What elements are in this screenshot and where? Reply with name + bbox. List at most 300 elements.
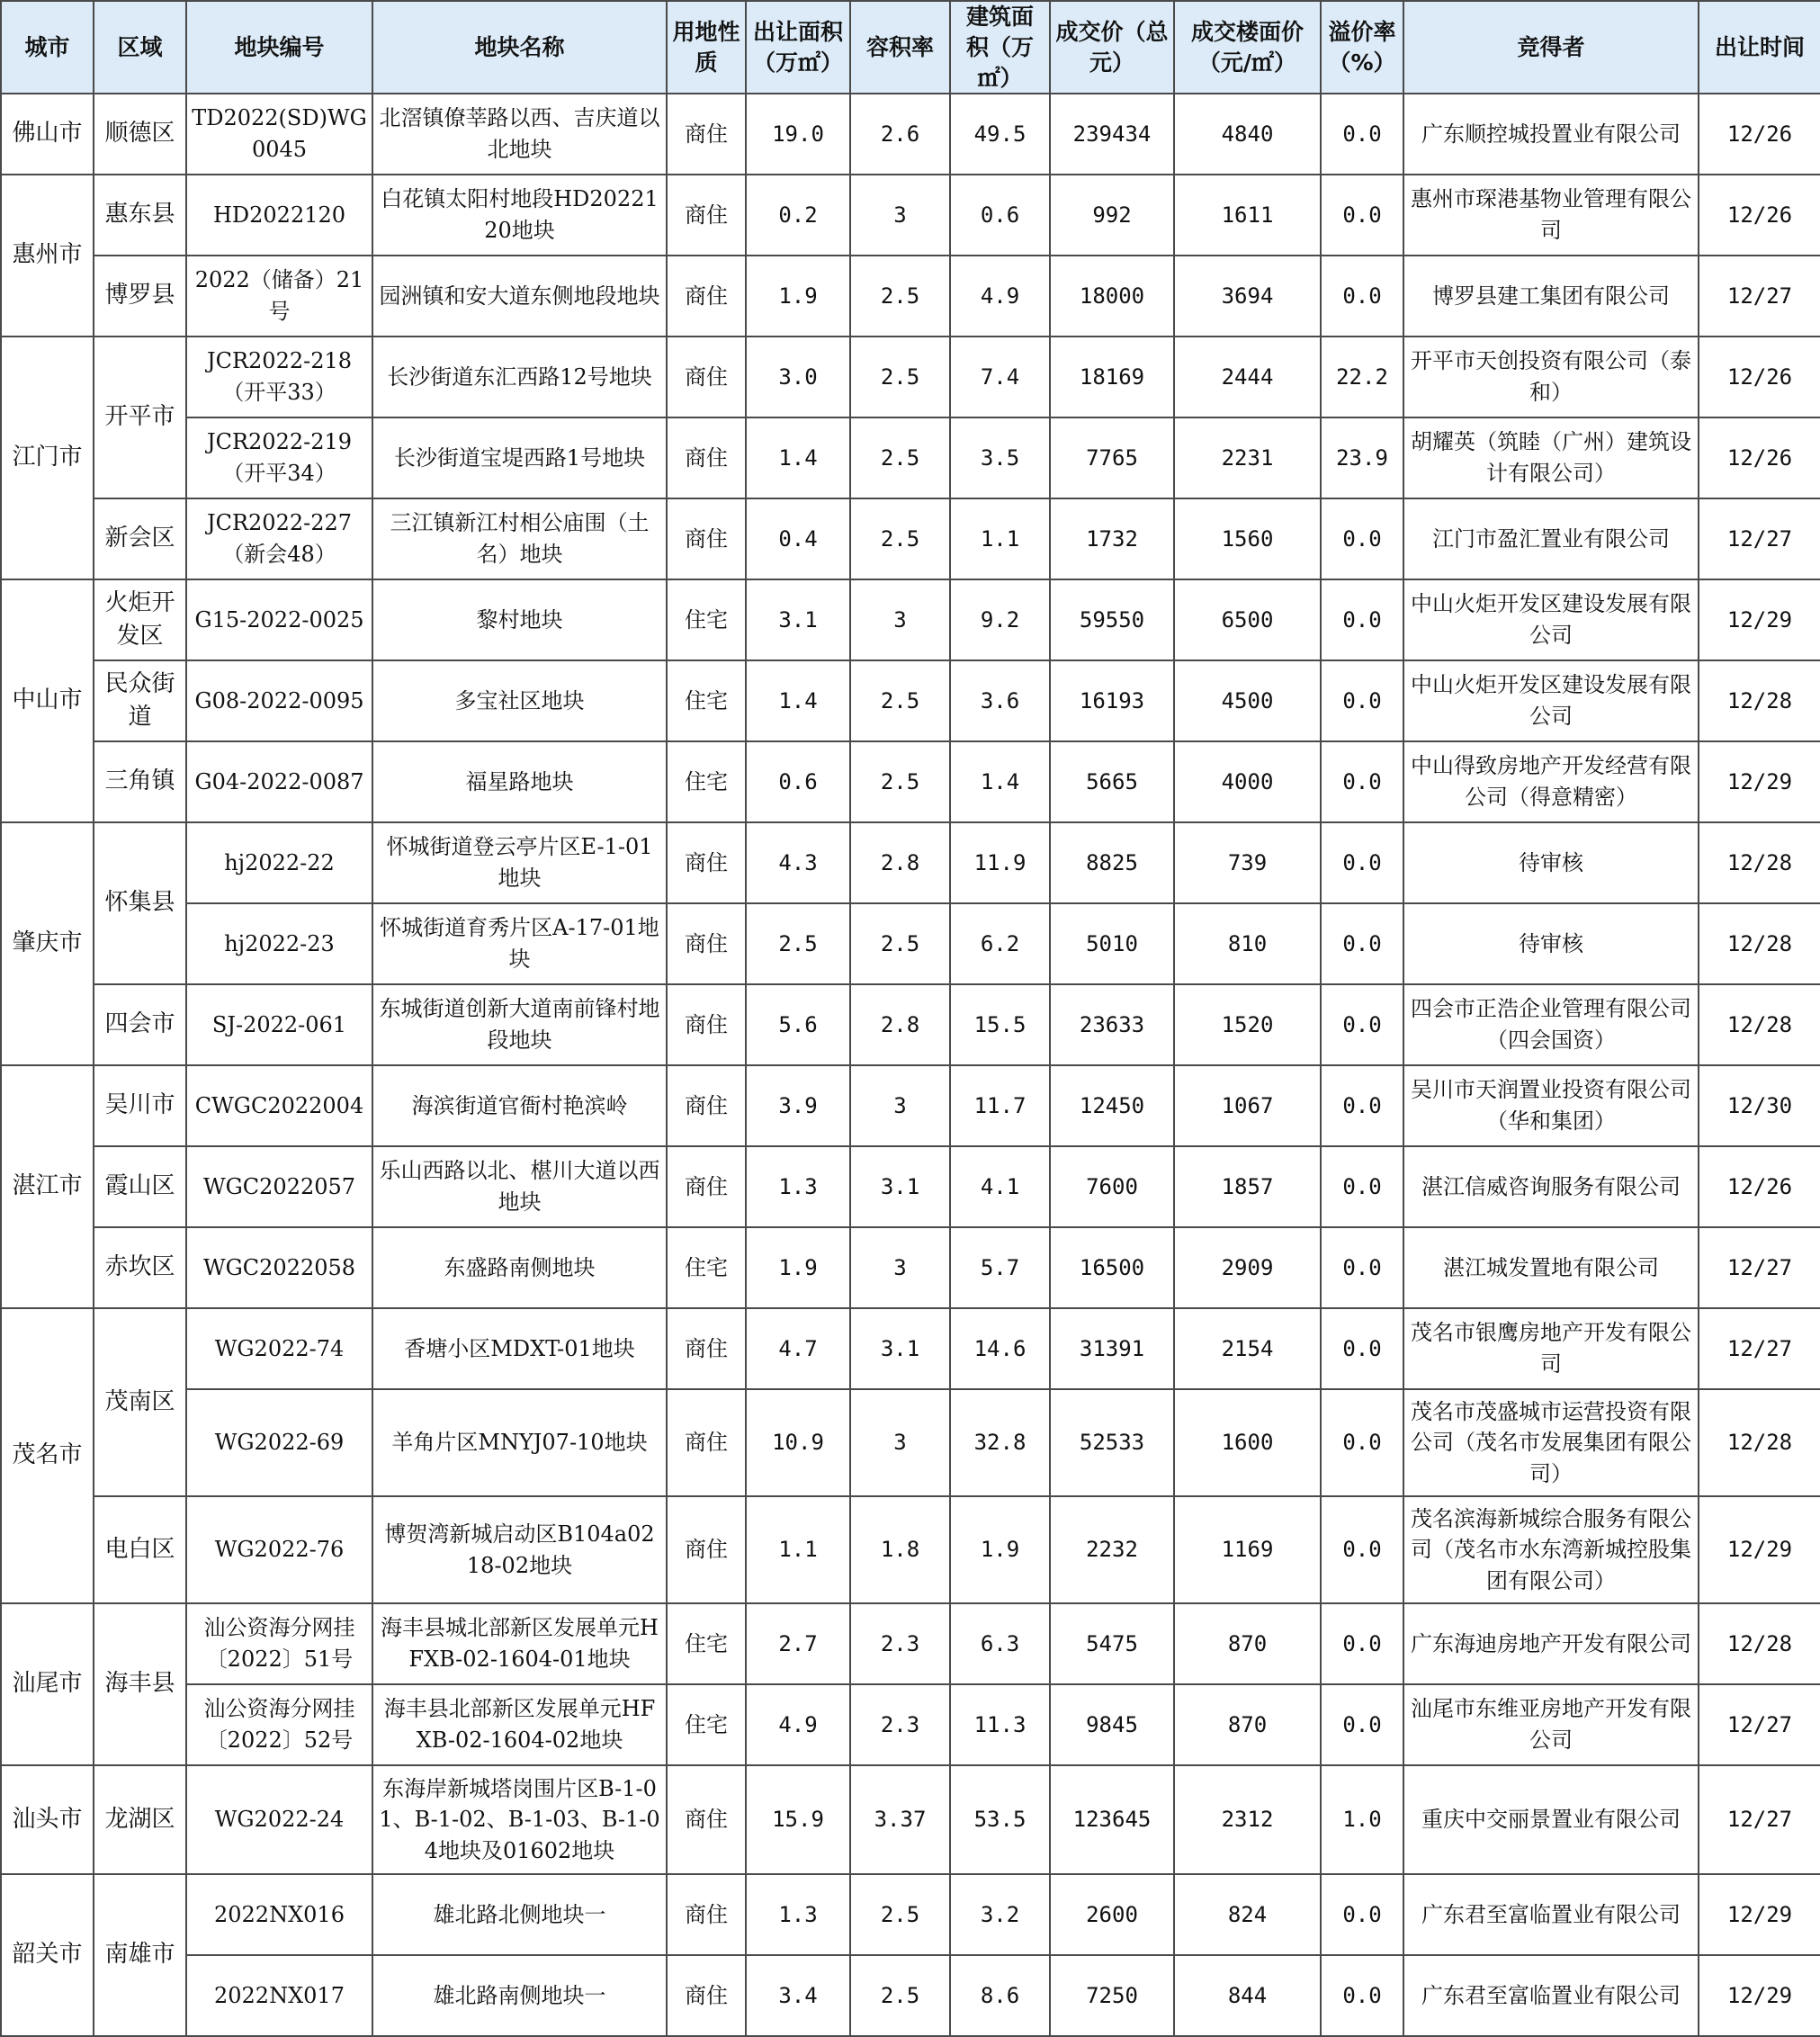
city-cell: 佛山市: [1, 94, 94, 175]
far-cell: 2.5: [850, 1955, 950, 2036]
parcel-no-cell: WG2022-69: [186, 1389, 372, 1496]
parcel-name-cell: 海丰县城北部新区发展单元HFXB-02-1604-01地块: [372, 1603, 667, 1684]
land-use-cell: 住宅: [667, 660, 746, 741]
date-cell: 12/28: [1699, 660, 1820, 741]
table-row: [1, 984, 1820, 1065]
parcel-no-cell: 汕公资海分网挂〔2022〕51号: [186, 1603, 372, 1684]
parcel-name-cell: 雄北路北侧地块一: [372, 1874, 667, 1955]
area-cell: 0.4: [746, 498, 850, 579]
floor-price-cell: 1067: [1174, 1065, 1321, 1146]
area-cell: 4.7: [746, 1308, 850, 1389]
parcel-name-cell: 长沙街道宝堤西路1号地块: [372, 417, 667, 498]
price-cell: 7600: [1050, 1146, 1174, 1227]
floor-price-cell: 1169: [1174, 1496, 1321, 1603]
date-cell: 12/28: [1699, 903, 1820, 984]
floor-price-cell: 2444: [1174, 337, 1321, 417]
premium-cell: 1.0: [1321, 1765, 1403, 1874]
area-cell: 3.4: [746, 1955, 850, 2036]
price-cell: 239434: [1050, 94, 1174, 175]
district-cell: 茂南区: [94, 1308, 186, 1496]
parcel-no-cell: SJ-2022-061: [186, 984, 372, 1065]
date-cell: 12/27: [1699, 498, 1820, 579]
far-cell: 3.1: [850, 1146, 950, 1227]
table-row: [1, 1496, 1820, 1603]
land-use-cell: 住宅: [667, 741, 746, 822]
land-use-cell: 商住: [667, 1146, 746, 1227]
far-cell: 3.1: [850, 1308, 950, 1389]
area-cell: 4.3: [746, 822, 850, 903]
premium-cell: 0.0: [1321, 1308, 1403, 1389]
premium-cell: 0.0: [1321, 1684, 1403, 1765]
date-cell: 12/27: [1699, 1684, 1820, 1765]
area-cell: 4.9: [746, 1684, 850, 1765]
land-use-cell: 住宅: [667, 1684, 746, 1765]
date-cell: 12/26: [1699, 337, 1820, 417]
table-row: [1, 1765, 1820, 1874]
table-row: [1, 1955, 1820, 2036]
parcel-no-cell: 2022（储备）21号: [186, 256, 372, 337]
table-row: [1, 1874, 1820, 1955]
premium-cell: 0.0: [1321, 94, 1403, 175]
winner-cell: 广东君至富临置业有限公司: [1403, 1955, 1699, 2036]
parcel-name-cell: 黎村地块: [372, 579, 667, 660]
parcel-name-cell: 东海岸新城塔岗围片区B-1-01、B-1-02、B-1-03、B-1-04地块及01602地块: [372, 1765, 667, 1874]
winner-cell: 待审核: [1403, 903, 1699, 984]
premium-cell: 0.0: [1321, 1955, 1403, 2036]
far-cell: 3.37: [850, 1765, 950, 1874]
floor-price-cell: 844: [1174, 1955, 1321, 2036]
parcel-no-cell: G08-2022-0095: [186, 660, 372, 741]
premium-cell: 0.0: [1321, 1146, 1403, 1227]
price-cell: 23633: [1050, 984, 1174, 1065]
gfa-cell: 3.5: [950, 417, 1050, 498]
area-cell: 1.9: [746, 256, 850, 337]
winner-cell: 待审核: [1403, 822, 1699, 903]
table-row: [1, 498, 1820, 579]
floor-price-cell: 6500: [1174, 579, 1321, 660]
winner-cell: 广东顺控城投置业有限公司: [1403, 94, 1699, 175]
winner-cell: 茂名滨海新城综合服务有限公司（茂名市水东湾新城控股集团有限公司）: [1403, 1496, 1699, 1603]
far-cell: 2.8: [850, 822, 950, 903]
floor-price-cell: 2312: [1174, 1765, 1321, 1874]
premium-cell: 0.0: [1321, 1227, 1403, 1308]
floor-price-cell: 1857: [1174, 1146, 1321, 1227]
header-city: 城市: [1, 1, 94, 94]
winner-cell: 博罗县建工集团有限公司: [1403, 256, 1699, 337]
gfa-cell: 9.2: [950, 579, 1050, 660]
gfa-cell: 4.9: [950, 256, 1050, 337]
gfa-cell: 53.5: [950, 1765, 1050, 1874]
parcel-name-cell: 福星路地块: [372, 741, 667, 822]
winner-cell: 茂名市茂盛城市运营投资有限公司（茂名市发展集团有限公司）: [1403, 1389, 1699, 1496]
parcel-no-cell: JCR2022-219（开平34）: [186, 417, 372, 498]
header-floor-price: 成交楼面价（元/㎡）: [1174, 1, 1321, 94]
gfa-cell: 7.4: [950, 337, 1050, 417]
gfa-cell: 15.5: [950, 984, 1050, 1065]
premium-cell: 0.0: [1321, 822, 1403, 903]
winner-cell: 中山得致房地产开发经营有限公司（得意精密）: [1403, 741, 1699, 822]
far-cell: 2.6: [850, 94, 950, 175]
gfa-cell: 5.7: [950, 1227, 1050, 1308]
city-cell: 江门市: [1, 337, 94, 579]
district-cell: 海丰县: [94, 1603, 186, 1765]
parcel-no-cell: 汕公资海分网挂〔2022〕52号: [186, 1684, 372, 1765]
area-cell: 10.9: [746, 1389, 850, 1496]
table-row: [1, 1684, 1820, 1765]
header-district: 区域: [94, 1, 186, 94]
price-cell: 5665: [1050, 741, 1174, 822]
far-cell: 2.5: [850, 337, 950, 417]
date-cell: 12/28: [1699, 822, 1820, 903]
far-cell: 2.5: [850, 741, 950, 822]
winner-cell: 广东海迪房地产开发有限公司: [1403, 1603, 1699, 1684]
premium-cell: 0.0: [1321, 660, 1403, 741]
table-row: [1, 256, 1820, 337]
far-cell: 3: [850, 1389, 950, 1496]
floor-price-cell: 1611: [1174, 175, 1321, 256]
gfa-cell: 49.5: [950, 94, 1050, 175]
header-premium: 溢价率（%）: [1321, 1, 1403, 94]
price-cell: 31391: [1050, 1308, 1174, 1389]
date-cell: 12/29: [1699, 1955, 1820, 2036]
gfa-cell: 3.6: [950, 660, 1050, 741]
city-cell: 肇庆市: [1, 822, 94, 1065]
parcel-no-cell: WGC2022058: [186, 1227, 372, 1308]
premium-cell: 0.0: [1321, 903, 1403, 984]
parcel-name-cell: 怀城街道育秀片区A-17-01地块: [372, 903, 667, 984]
district-cell: 四会市: [94, 984, 186, 1065]
parcel-name-cell: 多宝社区地块: [372, 660, 667, 741]
price-cell: 8825: [1050, 822, 1174, 903]
parcel-name-cell: 北滘镇僚莘路以西、吉庆道以北地块: [372, 94, 667, 175]
date-cell: 12/26: [1699, 175, 1820, 256]
floor-price-cell: 739: [1174, 822, 1321, 903]
district-cell: 新会区: [94, 498, 186, 579]
header-price: 成交价（总元）: [1050, 1, 1174, 94]
floor-price-cell: 870: [1174, 1603, 1321, 1684]
table-row: [1, 337, 1820, 417]
district-cell: 电白区: [94, 1496, 186, 1603]
premium-cell: 0.0: [1321, 498, 1403, 579]
winner-cell: 茂名市银鹰房地产开发有限公司: [1403, 1308, 1699, 1389]
parcel-name-cell: 雄北路南侧地块一: [372, 1955, 667, 2036]
winner-cell: 惠州市琛港基物业管理有限公司: [1403, 175, 1699, 256]
date-cell: 12/26: [1699, 417, 1820, 498]
city-cell: 汕尾市: [1, 1603, 94, 1765]
winner-cell: 四会市正浩企业管理有限公司（四会国资）: [1403, 984, 1699, 1065]
district-cell: 顺德区: [94, 94, 186, 175]
parcel-no-cell: G04-2022-0087: [186, 741, 372, 822]
table-row: [1, 903, 1820, 984]
land-use-cell: 住宅: [667, 579, 746, 660]
far-cell: 2.5: [850, 498, 950, 579]
parcel-name-cell: 东城街道创新大道南前锋村地段地块: [372, 984, 667, 1065]
district-cell: 南雄市: [94, 1874, 186, 2036]
floor-price-cell: 2909: [1174, 1227, 1321, 1308]
premium-cell: 0.0: [1321, 256, 1403, 337]
floor-price-cell: 1600: [1174, 1389, 1321, 1496]
land-use-cell: 商住: [667, 822, 746, 903]
gfa-cell: 32.8: [950, 1389, 1050, 1496]
parcel-name-cell: 东盛路南侧地块: [372, 1227, 667, 1308]
price-cell: 12450: [1050, 1065, 1174, 1146]
far-cell: 3: [850, 1065, 950, 1146]
date-cell: 12/28: [1699, 1389, 1820, 1496]
winner-cell: 湛江信威咨询服务有限公司: [1403, 1146, 1699, 1227]
date-cell: 12/26: [1699, 1146, 1820, 1227]
price-cell: 2600: [1050, 1874, 1174, 1955]
far-cell: 2.5: [850, 417, 950, 498]
far-cell: 2.3: [850, 1603, 950, 1684]
area-cell: 2.7: [746, 1603, 850, 1684]
parcel-no-cell: 2022NX017: [186, 1955, 372, 2036]
far-cell: 3: [850, 579, 950, 660]
floor-price-cell: 1560: [1174, 498, 1321, 579]
parcel-no-cell: HD2022120: [186, 175, 372, 256]
far-cell: 2.8: [850, 984, 950, 1065]
area-cell: 1.4: [746, 660, 850, 741]
area-cell: 0.6: [746, 741, 850, 822]
table-row: [1, 660, 1820, 741]
date-cell: 12/29: [1699, 1874, 1820, 1955]
district-cell: 民众街道: [94, 660, 186, 741]
land-use-cell: 商住: [667, 984, 746, 1065]
parcel-no-cell: JCR2022-227（新会48）: [186, 498, 372, 579]
premium-cell: 0.0: [1321, 1065, 1403, 1146]
parcel-name-cell: 羊角片区MNYJ07-10地块: [372, 1389, 667, 1496]
far-cell: 3: [850, 175, 950, 256]
city-cell: 茂名市: [1, 1308, 94, 1603]
table-row: [1, 1603, 1820, 1684]
city-cell: 汕头市: [1, 1765, 94, 1874]
city-cell: 中山市: [1, 579, 94, 822]
header-date: 出让时间: [1699, 1, 1820, 94]
winner-cell: 吴川市天润置业投资有限公司（华和集团）: [1403, 1065, 1699, 1146]
area-cell: 5.6: [746, 984, 850, 1065]
price-cell: 59550: [1050, 579, 1174, 660]
district-cell: 开平市: [94, 337, 186, 498]
land-use-cell: 商住: [667, 94, 746, 175]
date-cell: 12/29: [1699, 579, 1820, 660]
land-use-cell: 商住: [667, 256, 746, 337]
district-cell: 赤坎区: [94, 1227, 186, 1308]
floor-price-cell: 3694: [1174, 256, 1321, 337]
land-use-cell: 住宅: [667, 1603, 746, 1684]
gfa-cell: 3.2: [950, 1874, 1050, 1955]
gfa-cell: 11.9: [950, 822, 1050, 903]
premium-cell: 0.0: [1321, 741, 1403, 822]
parcel-no-cell: WG2022-74: [186, 1308, 372, 1389]
premium-cell: 0.0: [1321, 175, 1403, 256]
winner-cell: 广东君至富临置业有限公司: [1403, 1874, 1699, 1955]
parcel-name-cell: 海滨街道官衙村艳滨岭: [372, 1065, 667, 1146]
district-cell: 博罗县: [94, 256, 186, 337]
district-cell: 火炬开发区: [94, 579, 186, 660]
land-use-cell: 商住: [667, 1765, 746, 1874]
parcel-name-cell: 海丰县北部新区发展单元HFXB-02-1604-02地块: [372, 1684, 667, 1765]
winner-cell: 中山火炬开发区建设发展有限公司: [1403, 579, 1699, 660]
city-cell: 惠州市: [1, 175, 94, 337]
premium-cell: 0.0: [1321, 1603, 1403, 1684]
land-use-cell: 商住: [667, 1496, 746, 1603]
winner-cell: 汕尾市东维亚房地产开发有限公司: [1403, 1684, 1699, 1765]
parcel-name-cell: 博贺湾新城启动区B104a0218-02地块: [372, 1496, 667, 1603]
district-cell: 吴川市: [94, 1065, 186, 1146]
gfa-cell: 11.7: [950, 1065, 1050, 1146]
winner-cell: 中山火炬开发区建设发展有限公司: [1403, 660, 1699, 741]
far-cell: 1.8: [850, 1496, 950, 1603]
premium-cell: 0.0: [1321, 1874, 1403, 1955]
parcel-no-cell: WG2022-24: [186, 1765, 372, 1874]
floor-price-cell: 1520: [1174, 984, 1321, 1065]
date-cell: 12/27: [1699, 1308, 1820, 1389]
land-use-cell: 商住: [667, 903, 746, 984]
area-cell: 2.5: [746, 903, 850, 984]
header-land-use: 用地性质: [667, 1, 746, 94]
district-cell: 霞山区: [94, 1146, 186, 1227]
land-use-cell: 商住: [667, 1065, 746, 1146]
area-cell: 1.9: [746, 1227, 850, 1308]
price-cell: 16193: [1050, 660, 1174, 741]
district-cell: 惠东县: [94, 175, 186, 256]
header-winner: 竞得者: [1403, 1, 1699, 94]
date-cell: 12/27: [1699, 1765, 1820, 1874]
floor-price-cell: 824: [1174, 1874, 1321, 1955]
header-row: [1, 1, 1820, 94]
table-row: [1, 1227, 1820, 1308]
gfa-cell: 14.6: [950, 1308, 1050, 1389]
premium-cell: 23.9: [1321, 417, 1403, 498]
area-cell: 15.9: [746, 1765, 850, 1874]
price-cell: 18169: [1050, 337, 1174, 417]
gfa-cell: 8.6: [950, 1955, 1050, 2036]
floor-price-cell: 4840: [1174, 94, 1321, 175]
parcel-no-cell: CWGC2022004: [186, 1065, 372, 1146]
parcel-no-cell: hj2022-22: [186, 822, 372, 903]
parcel-name-cell: 三江镇新江村相公庙围（土名）地块: [372, 498, 667, 579]
parcel-no-cell: WGC2022057: [186, 1146, 372, 1227]
table-row: [1, 417, 1820, 498]
gfa-cell: 0.6: [950, 175, 1050, 256]
table-row: [1, 1065, 1820, 1146]
area-cell: 1.1: [746, 1496, 850, 1603]
land-use-cell: 商住: [667, 175, 746, 256]
area-cell: 1.3: [746, 1874, 850, 1955]
area-cell: 1.4: [746, 417, 850, 498]
area-cell: 19.0: [746, 94, 850, 175]
price-cell: 1732: [1050, 498, 1174, 579]
district-cell: 三角镇: [94, 741, 186, 822]
price-cell: 5010: [1050, 903, 1174, 984]
land-use-cell: 住宅: [667, 1227, 746, 1308]
district-cell: 龙湖区: [94, 1765, 186, 1874]
area-cell: 3.1: [746, 579, 850, 660]
winner-cell: 江门市盈汇置业有限公司: [1403, 498, 1699, 579]
date-cell: 12/30: [1699, 1065, 1820, 1146]
area-cell: 1.3: [746, 1146, 850, 1227]
winner-cell: 重庆中交丽景置业有限公司: [1403, 1765, 1699, 1874]
parcel-no-cell: G15-2022-0025: [186, 579, 372, 660]
table-row: [1, 1308, 1820, 1389]
parcel-no-cell: JCR2022-218（开平33）: [186, 337, 372, 417]
header-gfa: 建筑面积（万㎡）: [950, 1, 1050, 94]
parcel-no-cell: 2022NX016: [186, 1874, 372, 1955]
land-use-cell: 商住: [667, 417, 746, 498]
floor-price-cell: 2154: [1174, 1308, 1321, 1389]
far-cell: 3: [850, 1227, 950, 1308]
area-cell: 3.0: [746, 337, 850, 417]
floor-price-cell: 2231: [1174, 417, 1321, 498]
table-row: [1, 822, 1820, 903]
land-use-cell: 商住: [667, 1955, 746, 2036]
premium-cell: 0.0: [1321, 1496, 1403, 1603]
parcel-no-cell: TD2022(SD)WG0045: [186, 94, 372, 175]
date-cell: 12/29: [1699, 1496, 1820, 1603]
parcel-no-cell: hj2022-23: [186, 903, 372, 984]
city-cell: 韶关市: [1, 1874, 94, 2036]
far-cell: 2.3: [850, 1684, 950, 1765]
land-use-cell: 商住: [667, 1389, 746, 1496]
table-row: [1, 1146, 1820, 1227]
table-row: [1, 1389, 1820, 1496]
winner-cell: 开平市天创投资有限公司（泰和）: [1403, 337, 1699, 417]
date-cell: 12/27: [1699, 1227, 1820, 1308]
parcel-name-cell: 怀城街道登云亭片区E-1-01地块: [372, 822, 667, 903]
floor-price-cell: 810: [1174, 903, 1321, 984]
far-cell: 2.5: [850, 256, 950, 337]
gfa-cell: 1.9: [950, 1496, 1050, 1603]
table-row: [1, 741, 1820, 822]
date-cell: 12/26: [1699, 94, 1820, 175]
price-cell: 7765: [1050, 417, 1174, 498]
land-use-cell: 商住: [667, 498, 746, 579]
premium-cell: 22.2: [1321, 337, 1403, 417]
area-cell: 3.9: [746, 1065, 850, 1146]
price-cell: 123645: [1050, 1765, 1174, 1874]
date-cell: 12/28: [1699, 1603, 1820, 1684]
floor-price-cell: 4500: [1174, 660, 1321, 741]
gfa-cell: 1.4: [950, 741, 1050, 822]
land-use-cell: 商住: [667, 337, 746, 417]
far-cell: 2.5: [850, 903, 950, 984]
price-cell: 52533: [1050, 1389, 1174, 1496]
premium-cell: 0.0: [1321, 579, 1403, 660]
district-cell: 怀集县: [94, 822, 186, 984]
price-cell: 7250: [1050, 1955, 1174, 2036]
date-cell: 12/28: [1699, 984, 1820, 1065]
header-area: 出让面积（万㎡）: [746, 1, 850, 94]
gfa-cell: 6.3: [950, 1603, 1050, 1684]
header-parcel-no: 地块编号: [186, 1, 372, 94]
winner-cell: 胡耀英（筑睦（广州）建筑设计有限公司）: [1403, 417, 1699, 498]
parcel-name-cell: 白花镇太阳村地段HD2022120地块: [372, 175, 667, 256]
gfa-cell: 11.3: [950, 1684, 1050, 1765]
header-parcel-name: 地块名称: [372, 1, 667, 94]
parcel-no-cell: WG2022-76: [186, 1496, 372, 1603]
gfa-cell: 4.1: [950, 1146, 1050, 1227]
floor-price-cell: 4000: [1174, 741, 1321, 822]
date-cell: 12/27: [1699, 256, 1820, 337]
table-row: [1, 579, 1820, 660]
date-cell: 12/29: [1699, 741, 1820, 822]
price-cell: 9845: [1050, 1684, 1174, 1765]
parcel-name-cell: 香塘小区MDXT-01地块: [372, 1308, 667, 1389]
gfa-cell: 6.2: [950, 903, 1050, 984]
header-far: 容积率: [850, 1, 950, 94]
parcel-name-cell: 园洲镇和安大道东侧地段地块: [372, 256, 667, 337]
table-row: [1, 94, 1820, 175]
floor-price-cell: 870: [1174, 1684, 1321, 1765]
